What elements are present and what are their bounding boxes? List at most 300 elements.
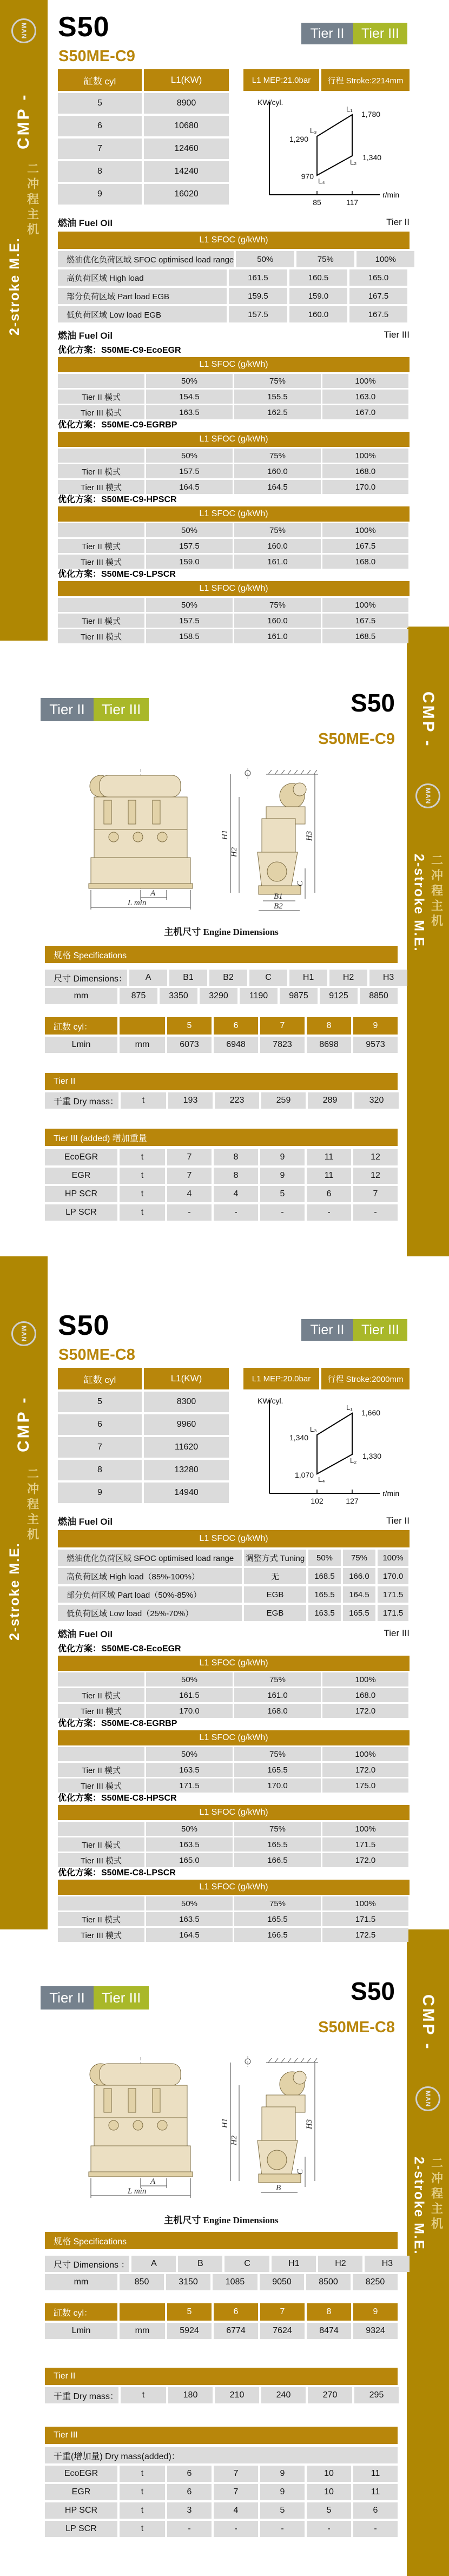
table-row <box>58 1672 410 1686</box>
table-row <box>58 1530 410 1547</box>
table-cell: 75% <box>234 449 321 463</box>
table-cell: Tier III 模式 <box>58 480 144 494</box>
table-row <box>58 432 410 447</box>
header-cell: 8 <box>307 2303 351 2321</box>
table-cell <box>58 598 144 612</box>
table-cell <box>58 374 144 388</box>
table-cell: 9 <box>260 1149 305 1165</box>
table-cell: C <box>249 970 287 986</box>
table-cell: 14940 <box>144 1483 229 1503</box>
value-l1: 1,660 <box>361 1408 381 1417</box>
table-cell: 12 <box>353 1149 398 1165</box>
table-cell: 50% <box>146 1896 233 1910</box>
table-cell: mm <box>120 1037 165 1053</box>
table-cell: 172.0 <box>322 1704 408 1718</box>
table-cell: 168.5 <box>322 629 408 643</box>
table-cell: HP SCR <box>45 1186 117 1202</box>
tier2-dry-mass-table <box>45 2368 398 2406</box>
table-cell: 6 <box>167 2484 212 2500</box>
table-cell: 8250 <box>353 2274 398 2290</box>
table-cell: 无 <box>244 1568 306 1584</box>
fuel-oil-line: 燃油 Fuel Oil Tier III <box>58 329 410 341</box>
svg-text:127: 127 <box>346 1497 359 1505</box>
table-cell <box>58 1896 144 1910</box>
table-cell: 高负荷区域 High load <box>58 269 227 286</box>
table-cell: EcoEGR <box>45 1149 117 1165</box>
header-cell: L1 MEP:20.0bar <box>243 1368 319 1389</box>
header-cell: L1 SFOC (g/kWh) <box>58 1656 410 1671</box>
table-cell: - <box>353 1204 398 1221</box>
dim-a-label: A <box>150 2177 156 2186</box>
page-title: S50 <box>351 1977 395 2005</box>
table-row <box>58 288 410 304</box>
power-speed-diagram <box>243 97 410 211</box>
table-cell: 168.0 <box>234 1704 321 1718</box>
corner-l3: L₃ <box>310 127 317 135</box>
table-cell: 5 <box>58 1392 142 1412</box>
table-cell: B2 <box>209 970 247 986</box>
table-cell: 7 <box>353 1186 398 1202</box>
scheme-table-egrbp <box>58 1730 410 1794</box>
table-row <box>45 1092 398 1109</box>
scheme-table-hpscr <box>58 506 410 570</box>
table-cell: 168.0 <box>322 464 408 478</box>
table-cell: 3 <box>167 2502 212 2519</box>
table-cell: 3350 <box>160 988 197 1004</box>
table-cell: 163.5 <box>146 1912 233 1926</box>
table-cell: 100% <box>322 598 408 612</box>
table-cell: 5 <box>260 2502 305 2519</box>
table-cell: 6948 <box>214 1037 258 1053</box>
corner-l4: L₄ <box>318 1475 325 1484</box>
model-subtitle: S50ME-C8 <box>318 2019 395 2036</box>
scheme-table-ecoegr <box>58 1656 410 1719</box>
table-row <box>45 970 398 986</box>
header-cell: 缸数 cyl： <box>45 1017 117 1035</box>
table-cell: 低负荷区域 Low load（25%-70%） <box>58 1605 242 1621</box>
table-cell: 12 <box>353 1168 398 1184</box>
man-logo-text: MAN <box>424 787 432 805</box>
table-cell: 干重(增加量) Dry mass(added)： <box>45 2447 398 2463</box>
cylinder-power-table <box>58 69 229 207</box>
dim-lmin-label: L min <box>128 2187 147 2196</box>
table-cell: 163.5 <box>146 1763 233 1777</box>
fuel-oil-line: 燃油 Fuel Oil Tier III <box>58 1628 410 1639</box>
table-cell: t <box>120 1149 165 1165</box>
table-cell: 9125 <box>320 988 358 1004</box>
table-row <box>58 1568 410 1584</box>
table-cell: 171.5 <box>146 1778 233 1793</box>
table-cell: 75% <box>234 1747 321 1761</box>
table-cell: 7 <box>167 1168 212 1184</box>
table-cell: 100% <box>322 1672 408 1686</box>
table-cell: 165.5 <box>234 1763 321 1777</box>
table-cell: - <box>307 1204 351 1221</box>
table-row <box>58 506 410 522</box>
table-row <box>45 2232 398 2249</box>
table-cell: 75% <box>234 523 321 537</box>
table-cell: Tier III 模式 <box>58 1928 144 1942</box>
table-row <box>58 1605 410 1621</box>
table-row <box>45 1037 398 1053</box>
fuel-oil-line: 燃油 Fuel Oil Tier II <box>58 216 410 228</box>
table-cell: 193 <box>168 1092 213 1109</box>
table-cell: 100% <box>322 374 408 388</box>
model-subtitle: S50ME-C9 <box>318 730 395 748</box>
table-cell: 172.5 <box>322 1928 408 1942</box>
table-cell: 6 <box>167 2466 212 2482</box>
tier2-badge: Tier II <box>301 23 353 44</box>
svg-text:r/min: r/min <box>382 1489 400 1498</box>
table-cell: 155.5 <box>234 390 321 404</box>
table-cell: 170.0 <box>146 1704 233 1718</box>
table-row <box>58 1586 410 1603</box>
table-cell: EGR <box>45 2484 117 2500</box>
table-cell: 50% <box>308 1550 341 1566</box>
page-title: S50 <box>58 1310 110 1341</box>
table-cell: 10680 <box>144 116 229 136</box>
two-stroke-label: 2-stroke M.E. 二冲程主机 <box>6 162 39 335</box>
header-cell: 6 <box>214 2303 258 2321</box>
table-cell: Tier II 模式 <box>58 1912 144 1926</box>
scheme-table-hpscr <box>58 1805 410 1869</box>
table-row <box>45 1204 398 1221</box>
table-cell: HP SCR <box>45 2502 117 2519</box>
table-cell: 6 <box>353 2502 398 2519</box>
table-row <box>45 1073 398 1090</box>
table-cell: 8500 <box>306 2274 351 2290</box>
table-cell: 75% <box>234 598 321 612</box>
table-cell: 167.0 <box>322 405 408 419</box>
table-cell: 75% <box>343 1550 375 1566</box>
table-cell: 180 <box>168 2387 213 2403</box>
table-cell: 8 <box>214 1168 258 1184</box>
two-stroke-label: 2-stroke M.E. 二冲程主机 <box>411 2157 444 2255</box>
table-cell: 9960 <box>144 1414 229 1435</box>
table-cell: mm <box>120 2323 165 2339</box>
header-cell: 5 <box>167 2303 212 2321</box>
two-stroke-label: 2-stroke M.E. 二冲程主机 <box>411 854 444 952</box>
table-cell: 163.0 <box>322 390 408 404</box>
table-cell: 5 <box>58 93 142 114</box>
table-row <box>45 1168 398 1184</box>
cylinders-lmin-table <box>45 1017 398 1055</box>
table-cell: 172.0 <box>322 1763 408 1777</box>
header-cell: Tier III (added) 增加重量 <box>45 1129 398 1146</box>
table-cell: 5 <box>307 2502 351 2519</box>
scheme-label: 优化方案：S50ME-C9-LPSCR <box>58 570 176 579</box>
table-cell: t <box>121 1092 166 1109</box>
corner-l1: L₁ <box>346 1404 353 1412</box>
table-row <box>58 581 410 596</box>
table-cell: 210 <box>215 2387 259 2403</box>
table-cell: 100% <box>322 1896 408 1910</box>
tier-tag: Tier III <box>384 1628 410 1638</box>
table-cell: 170.0 <box>322 480 408 494</box>
table-cell: t <box>120 1204 165 1221</box>
sfoc-table-tier2 <box>58 1530 410 1623</box>
table-cell: 13280 <box>144 1460 229 1480</box>
svg-text:85: 85 <box>313 198 321 207</box>
table-row <box>58 1656 410 1671</box>
table-cell: 160.5 <box>289 269 347 286</box>
table-row <box>45 1017 398 1035</box>
mep-stroke-table <box>243 1368 410 1392</box>
table-cell: 9 <box>260 2466 305 2482</box>
table-row <box>58 139 229 159</box>
sfoc-table-tier2 <box>58 232 410 325</box>
table-row <box>58 1912 410 1926</box>
table-cell: Tier II 模式 <box>58 614 144 628</box>
table-cell: Tier III 模式 <box>58 629 144 643</box>
table-cell: 50% <box>146 523 233 537</box>
scheme-table-lpscr <box>58 581 410 645</box>
header-cell: L1 SFOC (g/kWh) <box>58 506 410 522</box>
table-cell: 170.0 <box>378 1568 408 1584</box>
table-cell: Tier II 模式 <box>58 390 144 404</box>
table-cell: 157.5 <box>229 306 287 322</box>
table-row <box>58 357 410 372</box>
table-cell: 100% <box>322 1747 408 1761</box>
header-cell: L1 MEP:21.0bar <box>243 69 319 91</box>
tier-tag: Tier III <box>384 329 410 340</box>
svg-text:117: 117 <box>346 198 359 207</box>
table-cell: 160.0 <box>289 306 347 322</box>
man-logo-text: MAN <box>424 2090 432 2107</box>
table-cell: - <box>353 2521 398 2537</box>
table-cell: t <box>120 2502 165 2519</box>
table-cell: 168.0 <box>322 555 408 569</box>
table-cell: 270 <box>308 2387 352 2403</box>
table-cell: 14240 <box>144 161 229 182</box>
header-cell <box>120 2303 165 2321</box>
table-cell: Tier III 模式 <box>58 555 144 569</box>
table-row <box>58 390 410 404</box>
table-cell: 1085 <box>213 2274 257 2290</box>
dim-b-label: B <box>276 2184 281 2192</box>
table-cell: 75% <box>296 251 354 267</box>
table-cell: 9 <box>260 2484 305 2500</box>
table-cell: 8 <box>214 1149 258 1165</box>
scheme-label: 优化方案：S50ME-C8-LPSCR <box>58 1868 176 1877</box>
table-cell: 5924 <box>167 2323 212 2339</box>
scheme-table-egrbp <box>58 432 410 496</box>
table-cell: B <box>178 2256 222 2272</box>
table-row <box>58 374 410 388</box>
table-cell: 9573 <box>353 1037 398 1053</box>
table-cell: t <box>120 2521 165 2537</box>
table-cell: 171.5 <box>378 1605 408 1621</box>
corner-l1: L₁ <box>346 105 353 113</box>
table-cell: 6 <box>58 116 142 136</box>
table-cell: 9324 <box>353 2323 398 2339</box>
table-cell: 50% <box>236 251 294 267</box>
table-cell: H1 <box>272 2256 316 2272</box>
table-cell: 9050 <box>260 2274 304 2290</box>
table-cell: t <box>120 2484 165 2500</box>
table-row <box>58 1392 229 1412</box>
table-cell: 159.0 <box>146 555 233 569</box>
tier2-badge: Tier II <box>301 1319 353 1341</box>
table-cell: 165.0 <box>349 269 407 286</box>
table-row <box>58 1730 410 1745</box>
table-cell: 3290 <box>200 988 237 1004</box>
table-cell <box>58 523 144 537</box>
cmp-brand-vertical: CMP - <box>15 93 32 149</box>
table-row <box>58 1747 410 1761</box>
table-cell: 164.5 <box>234 480 321 494</box>
table-cell: 167.5 <box>322 614 408 628</box>
table-row <box>58 598 410 612</box>
table-cell: B1 <box>169 970 207 986</box>
header-cell: 9 <box>353 2303 398 2321</box>
table-cell: 100% <box>322 523 408 537</box>
table-cell: 168.0 <box>322 1688 408 1702</box>
table-cell: EGB <box>244 1586 306 1603</box>
table-cell: EGR <box>45 1168 117 1184</box>
table-cell: t <box>120 2466 165 2482</box>
header-cell: 5 <box>167 1017 212 1035</box>
table-cell: 164.5 <box>146 480 233 494</box>
header-cell: 9 <box>353 1017 398 1035</box>
tier2-badge: Tier II <box>41 698 94 721</box>
page-3-s50me-c8-data <box>0 1288 449 1940</box>
dim-c-label: C <box>296 2169 305 2175</box>
page-1-s50me-c9-data <box>0 0 449 644</box>
table-cell: 9 <box>58 184 142 205</box>
dim-h1-label: H1 <box>221 2118 229 2129</box>
table-cell: 162.5 <box>234 405 321 419</box>
drawing-caption: 主机尺寸 Engine Dimensions <box>164 2215 279 2225</box>
table-cell: 8 <box>58 161 142 182</box>
table-row <box>58 1880 410 1895</box>
table-row <box>58 1688 410 1702</box>
tier3-badge: Tier III <box>353 23 407 44</box>
table-cell: Tier II 模式 <box>58 1837 144 1852</box>
table-cell: 8850 <box>360 988 398 1004</box>
table-cell: 8 <box>58 1460 142 1480</box>
table-cell: - <box>307 2521 351 2537</box>
page-title: S50 <box>58 11 110 43</box>
corner-l2: L₂ <box>350 158 357 166</box>
table-cell: 165.5 <box>343 1605 375 1621</box>
header-cell: Tier II <box>45 1073 398 1090</box>
table-cell: 3150 <box>166 2274 210 2290</box>
table-cell: Tier III 模式 <box>58 405 144 419</box>
table-cell: 7 <box>58 139 142 159</box>
tier3-added-mass-table <box>45 1129 398 1223</box>
table-cell: 166.5 <box>234 1853 321 1867</box>
table-cell: 171.5 <box>378 1586 408 1603</box>
dim-b1-label: B1 <box>274 892 283 901</box>
table-cell: 11 <box>307 1168 351 1184</box>
table-cell: 7 <box>58 1437 142 1458</box>
fuel-oil-line: 燃油 Fuel Oil Tier II <box>58 1515 410 1527</box>
header-cell: L1 SFOC (g/kWh) <box>58 1805 410 1820</box>
table-row <box>58 629 410 643</box>
table-row <box>58 1550 410 1566</box>
scheme-label: 优化方案：S50ME-C9-EcoEGR <box>58 346 181 355</box>
scheme-table-ecoegr <box>58 357 410 421</box>
table-row <box>45 2484 398 2500</box>
table-cell: LP SCR <box>45 1204 117 1221</box>
table-cell: 875 <box>120 988 157 1004</box>
table-cell: 75% <box>234 1896 321 1910</box>
table-row <box>58 1437 229 1458</box>
table-cell: 9 <box>58 1483 142 1503</box>
table-cell: 1190 <box>240 988 278 1004</box>
table-cell: 157.5 <box>146 464 233 478</box>
tier3-badge: Tier III <box>353 1319 407 1341</box>
table-row <box>58 1460 229 1480</box>
table-cell: 160.0 <box>234 614 321 628</box>
table-cell: 6073 <box>167 1037 212 1053</box>
table-row <box>45 1149 398 1165</box>
table-row <box>45 2303 398 2321</box>
table-row <box>58 1805 410 1820</box>
dim-h2-label: H2 <box>230 847 239 858</box>
cylinder-power-table <box>58 1368 229 1505</box>
table-row <box>45 2502 398 2519</box>
two-stroke-label: 2-stroke M.E. 二冲程主机 <box>6 1467 39 1641</box>
table-cell: Tier II 模式 <box>58 1688 144 1702</box>
table-cell: 100% <box>322 1822 408 1836</box>
table-cell: 干重 Dry mass： <box>45 2387 118 2403</box>
table-row <box>58 539 410 553</box>
cmp-brand-vertical: CMP - <box>419 1994 437 2051</box>
header-cell: L1 SFOC (g/kWh) <box>58 1730 410 1745</box>
table-cell: 尺寸 Dimensions ： <box>45 2256 129 2272</box>
dim-h2-label: H2 <box>230 2135 239 2146</box>
scheme-label: 优化方案：S50ME-C8-EcoEGR <box>58 1644 181 1653</box>
dim-lmin-label: L min <box>128 899 147 907</box>
table-row <box>45 1129 398 1146</box>
table-row <box>58 523 410 537</box>
table-cell: 50% <box>146 1672 233 1686</box>
tier-badges <box>301 23 407 44</box>
table-cell: 850 <box>120 2274 164 2290</box>
table-row <box>58 464 410 478</box>
table-row <box>58 1896 410 1910</box>
tier-badges <box>301 1319 407 1341</box>
table-cell: 低负荷区域 Low load EGB <box>58 306 227 322</box>
table-cell: 4 <box>167 1186 212 1202</box>
table-row <box>58 1763 410 1777</box>
table-row <box>58 1368 229 1389</box>
table-cell <box>58 1822 144 1836</box>
table-cell: 75% <box>234 1672 321 1686</box>
table-row <box>45 2274 398 2290</box>
tier3-badge: Tier III <box>94 698 149 721</box>
table-cell: t <box>120 1168 165 1184</box>
header-cell: Tier III <box>45 2427 398 2444</box>
table-row <box>45 2323 398 2339</box>
header-cell: L1(KW) <box>144 1368 229 1389</box>
table-cell: 100% <box>378 1550 408 1566</box>
table-cell: mm <box>45 988 117 1004</box>
table-row <box>58 93 229 114</box>
table-cell: 50% <box>146 374 233 388</box>
table-cell: 10 <box>307 2466 351 2482</box>
table-cell: 100% <box>322 449 408 463</box>
value-l4: 1,070 <box>294 1471 314 1479</box>
table-cell: 8698 <box>307 1037 351 1053</box>
dim-b2-label: B2 <box>274 902 283 911</box>
specifications-table <box>45 2232 398 2292</box>
table-cell: 161.0 <box>234 1688 321 1702</box>
table-cell: 166.5 <box>234 1928 321 1942</box>
table-cell: 7 <box>167 1149 212 1165</box>
